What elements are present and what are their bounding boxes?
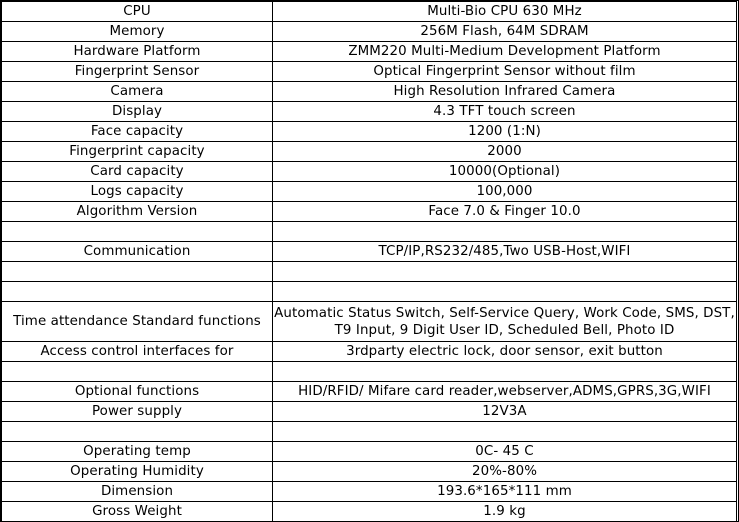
spec-label: Face capacity: [2, 122, 273, 142]
spec-row-access-control: [2, 342, 737, 362]
spec-row-display: [2, 102, 737, 122]
spec-label: Card capacity: [2, 162, 273, 182]
spec-row-algorithm-version: [2, 202, 737, 222]
spec-label: [2, 222, 273, 242]
spec-label: [2, 422, 273, 442]
spec-value: [273, 282, 737, 302]
spec-value: 193.6*165*111 mm: [273, 482, 737, 502]
spec-row-hardware-platform: [2, 42, 737, 62]
spec-value: 256M Flash, 64M SDRAM: [273, 22, 737, 42]
spec-row-face-capacity: [2, 122, 737, 142]
spec-value: 2000: [273, 142, 737, 162]
spec-value: [273, 222, 737, 242]
spec-row-blank: [2, 282, 737, 302]
spec-value: 12V3A: [273, 402, 737, 422]
spec-label: Algorithm Version: [2, 202, 273, 222]
spec-row-memory: [2, 22, 737, 42]
spec-label: Time attendance Standard functions: [2, 302, 273, 342]
spec-row-logs-capacity: [2, 182, 737, 202]
spec-row-operating-humidity: [2, 462, 737, 482]
spec-table: [1, 1, 737, 522]
spec-row-communication: [2, 242, 737, 262]
spec-label: [2, 362, 273, 382]
spec-label: Communication: [2, 242, 273, 262]
spec-value: Optical Fingerprint Sensor without film: [273, 62, 737, 82]
spec-value: [273, 262, 737, 282]
spec-row-fingerprint-sensor: [2, 62, 737, 82]
spec-value: 3rdparty electric lock, door sensor, exit button: [273, 342, 737, 362]
spec-row-blank: [2, 222, 737, 242]
spec-row-power-supply: [2, 402, 737, 422]
spec-label: [2, 282, 273, 302]
spec-label: Fingerprint Sensor: [2, 62, 273, 82]
spec-row-gross-weight: [2, 502, 737, 522]
spec-value: HID/RFID/ Mifare card reader,webserver,ADMS,GPRS,3G,WIFI: [273, 382, 737, 402]
spec-value: 100,000: [273, 182, 737, 202]
spec-label: Power supply: [2, 402, 273, 422]
spec-label: Dimension: [2, 482, 273, 502]
spec-value: Face 7.0 & Finger 10.0: [273, 202, 737, 222]
spec-label: Optional functions: [2, 382, 273, 402]
spec-row-camera: [2, 82, 737, 102]
spec-label: Logs capacity: [2, 182, 273, 202]
spec-value: High Resolution Infrared Camera: [273, 82, 737, 102]
spec-value: 4.3 TFT touch screen: [273, 102, 737, 122]
spec-row-time-attendance: [2, 302, 737, 342]
spec-label: Access control interfaces for: [2, 342, 273, 362]
spec-row-blank: [2, 262, 737, 282]
spec-value: Multi-Bio CPU 630 MHz: [273, 2, 737, 22]
spec-row-cpu: [2, 2, 737, 22]
spec-value: ZMM220 Multi-Medium Development Platform: [273, 42, 737, 62]
spec-value: Automatic Status Switch, Self-Service Query, Work Code, SMS, DST, T9 Input, 9 Digit User ID, Scheduled Bell, Photo ID: [273, 302, 737, 342]
spec-label: CPU: [2, 2, 273, 22]
spec-row-blank: [2, 362, 737, 382]
spec-label: [2, 262, 273, 282]
spec-value: 10000(Optional): [273, 162, 737, 182]
spec-label: Fingerprint capacity: [2, 142, 273, 162]
spec-value: TCP/IP,RS232/485,Two USB-Host,WIFI: [273, 242, 737, 262]
spec-value: 1200 (1:N): [273, 122, 737, 142]
spec-value: [273, 422, 737, 442]
spec-row-fingerprint-capacity: [2, 142, 737, 162]
spec-label: Gross Weight: [2, 502, 273, 522]
spec-value: 20%-80%: [273, 462, 737, 482]
spec-label: Operating temp: [2, 442, 273, 462]
spec-label: Memory: [2, 22, 273, 42]
spec-row-operating-temp: [2, 442, 737, 462]
spec-row-dimension: [2, 482, 737, 502]
spec-value: 1.9 kg: [273, 502, 737, 522]
spec-row-blank: [2, 422, 737, 442]
spec-label: Hardware Platform: [2, 42, 273, 62]
spec-row-optional-functions: [2, 382, 737, 402]
spec-row-card-capacity: [2, 162, 737, 182]
spec-value: [273, 362, 737, 382]
spec-value: 0C- 45 C: [273, 442, 737, 462]
spec-label: Display: [2, 102, 273, 122]
spec-label: Camera: [2, 82, 273, 102]
spec-label: Operating Humidity: [2, 462, 273, 482]
